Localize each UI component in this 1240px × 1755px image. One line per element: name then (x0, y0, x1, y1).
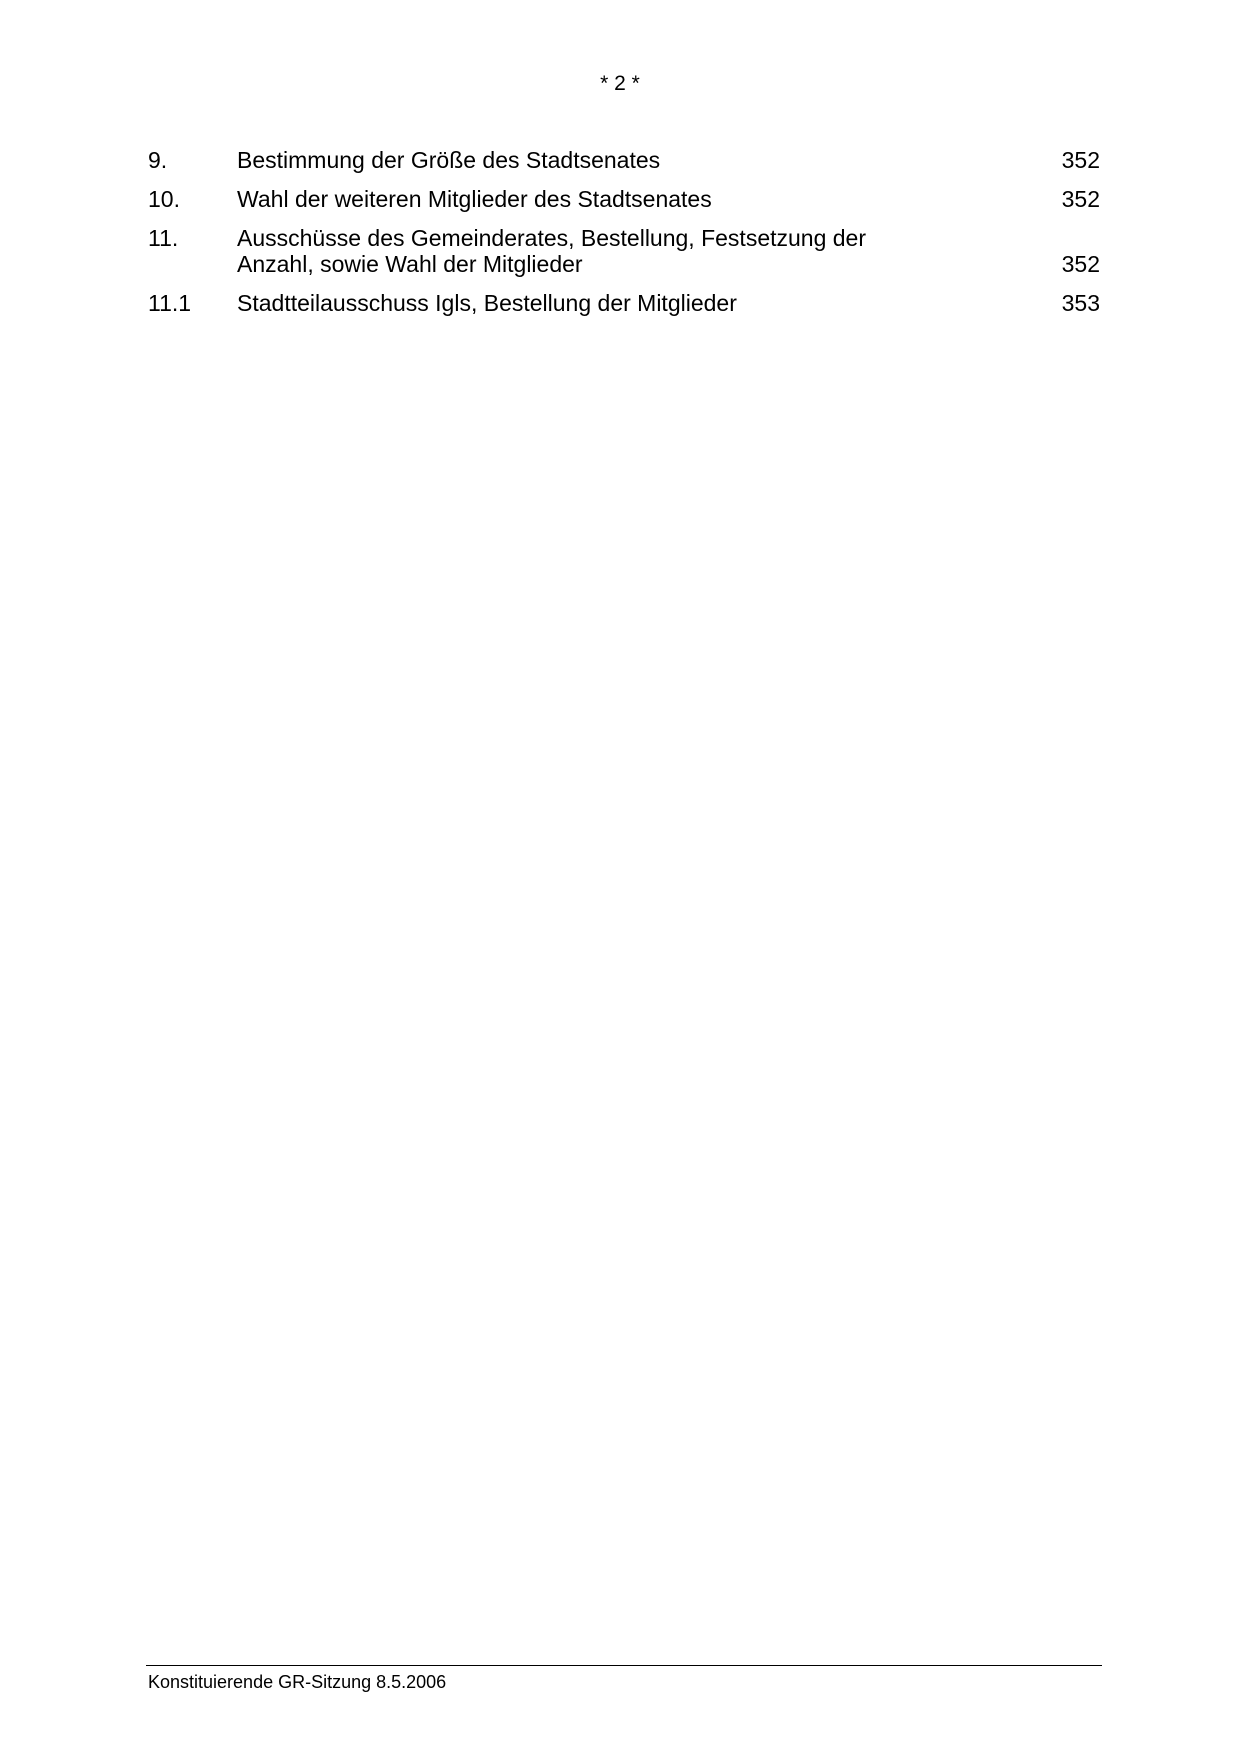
toc-entry-page: 352 (1061, 186, 1100, 212)
toc-entry-title: Wahl der weiteren Mitglieder des Stadtsenates (237, 186, 712, 212)
toc-entry-number: 11.1 (148, 290, 192, 316)
toc-entry-number: 11. (148, 225, 179, 251)
toc-entry-number: 10. (148, 186, 180, 212)
footer-text: Konstituierende GR-Sitzung 8.5.2006 (148, 1672, 447, 1692)
toc-entry-title: Ausschüsse des Gemeinderates, Bestellung, Festsetzung der Anzahl, sowie Wahl der Mitglieder (237, 225, 867, 277)
toc-entry-page: 352 (1061, 251, 1100, 277)
page-number: * 2 * (600, 72, 640, 95)
table-of-contents (148, 147, 1100, 329)
toc-entry-11 (148, 225, 1100, 277)
toc-entry-11-1 (148, 290, 1100, 316)
toc-entry-page: 353 (1061, 290, 1100, 316)
toc-entry-number: 9. (148, 147, 168, 173)
toc-entry-title: Bestimmung der Größe des Stadtsenates (237, 147, 661, 173)
toc-entry-9 (148, 147, 1100, 173)
footer-divider (146, 1665, 1102, 1666)
toc-entry-10 (148, 186, 1100, 212)
toc-entry-page: 352 (1061, 147, 1100, 173)
toc-entry-title: Stadtteilausschuss Igls, Bestellung der Mitglieder (237, 290, 737, 316)
